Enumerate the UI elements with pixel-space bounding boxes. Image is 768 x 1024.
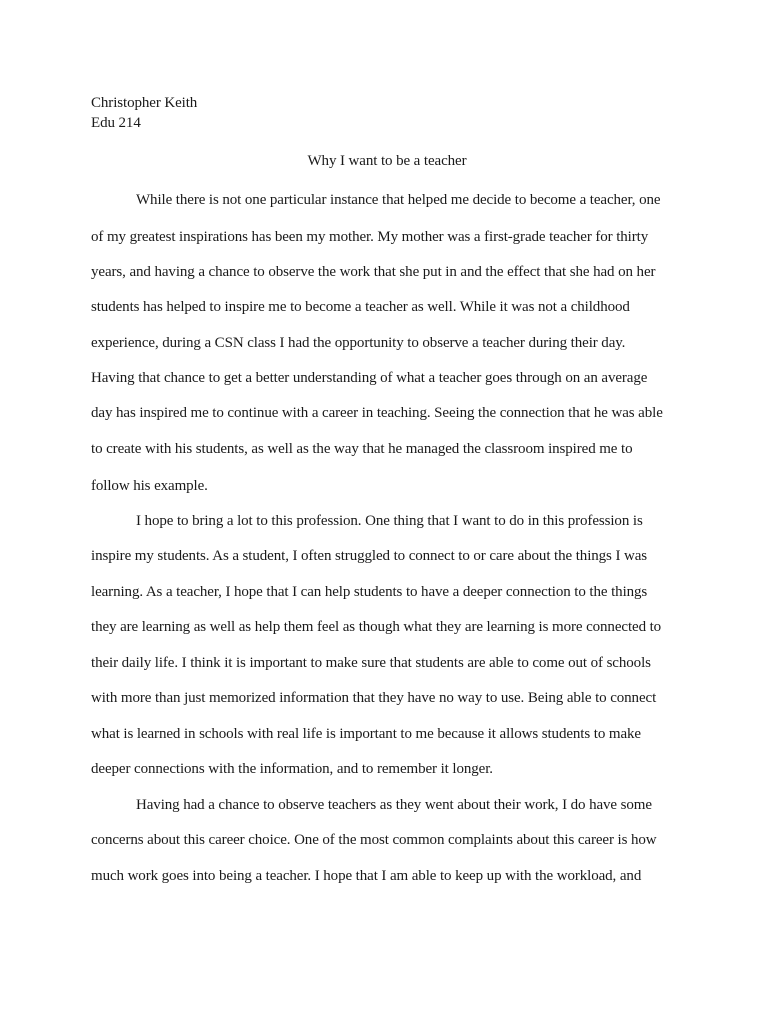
paragraph-line: years, and having a chance to observe the work that she put in and the effect that she had on her <box>91 264 656 280</box>
paragraph-line: inspire my students. As a student, I often struggled to connect to or care about the things I was <box>91 548 648 564</box>
paragraph-line: Having had a chance to observe teachers as they went about their work, I do have some <box>136 797 652 813</box>
paragraph-line: with more than just memorized information that they have no way to use. Being able to connect <box>91 690 657 706</box>
paragraph-line: students has helped to inspire me to become a teacher as well. While it was not a childhood <box>91 299 630 315</box>
paragraph-line: While there is not one particular instance that helped me decide to become a teacher, one <box>136 192 661 208</box>
paragraph-line: much work goes into being a teacher. I hope that I am able to keep up with the workload, and <box>91 868 642 884</box>
paragraph-line: learning. As a teacher, I hope that I can help students to have a deeper connection to the things <box>91 584 648 600</box>
paragraph-line: I hope to bring a lot to this profession. One thing that I want to do in this profession is <box>136 513 643 529</box>
paragraph-line: deeper connections with the information, and to remember it longer. <box>91 761 493 777</box>
paragraph-line: of my greatest inspirations has been my mother. My mother was a first-grade teacher for thirty <box>91 229 649 245</box>
paragraph-line: day has inspired me to continue with a career in teaching. Seeing the connection that he was able <box>91 405 663 421</box>
paragraph-line: to create with his students, as well as the way that he managed the classroom inspired me to <box>91 441 633 457</box>
author-name: Christopher Keith <box>91 95 198 111</box>
course-code: Edu 214 <box>91 115 141 131</box>
paragraph-line: follow his example. <box>91 478 208 494</box>
paragraph-line: Having that chance to get a better understanding of what a teacher goes through on an average <box>91 370 648 386</box>
paragraph-line: they are learning as well as help them feel as though what they are learning is more connected to <box>91 619 662 635</box>
paragraph-line: what is learned in schools with real life is important to me because it allows students to make <box>91 726 641 742</box>
paragraph-line: their daily life. I think it is important to make sure that students are able to come out of schools <box>91 655 651 671</box>
paragraph-line: concerns about this career choice. One of the most common complaints about this career is how <box>91 832 657 848</box>
paragraph-line: experience, during a CSN class I had the opportunity to observe a teacher during their day. <box>91 335 626 351</box>
essay-title: Why I want to be a teacher <box>307 153 467 169</box>
